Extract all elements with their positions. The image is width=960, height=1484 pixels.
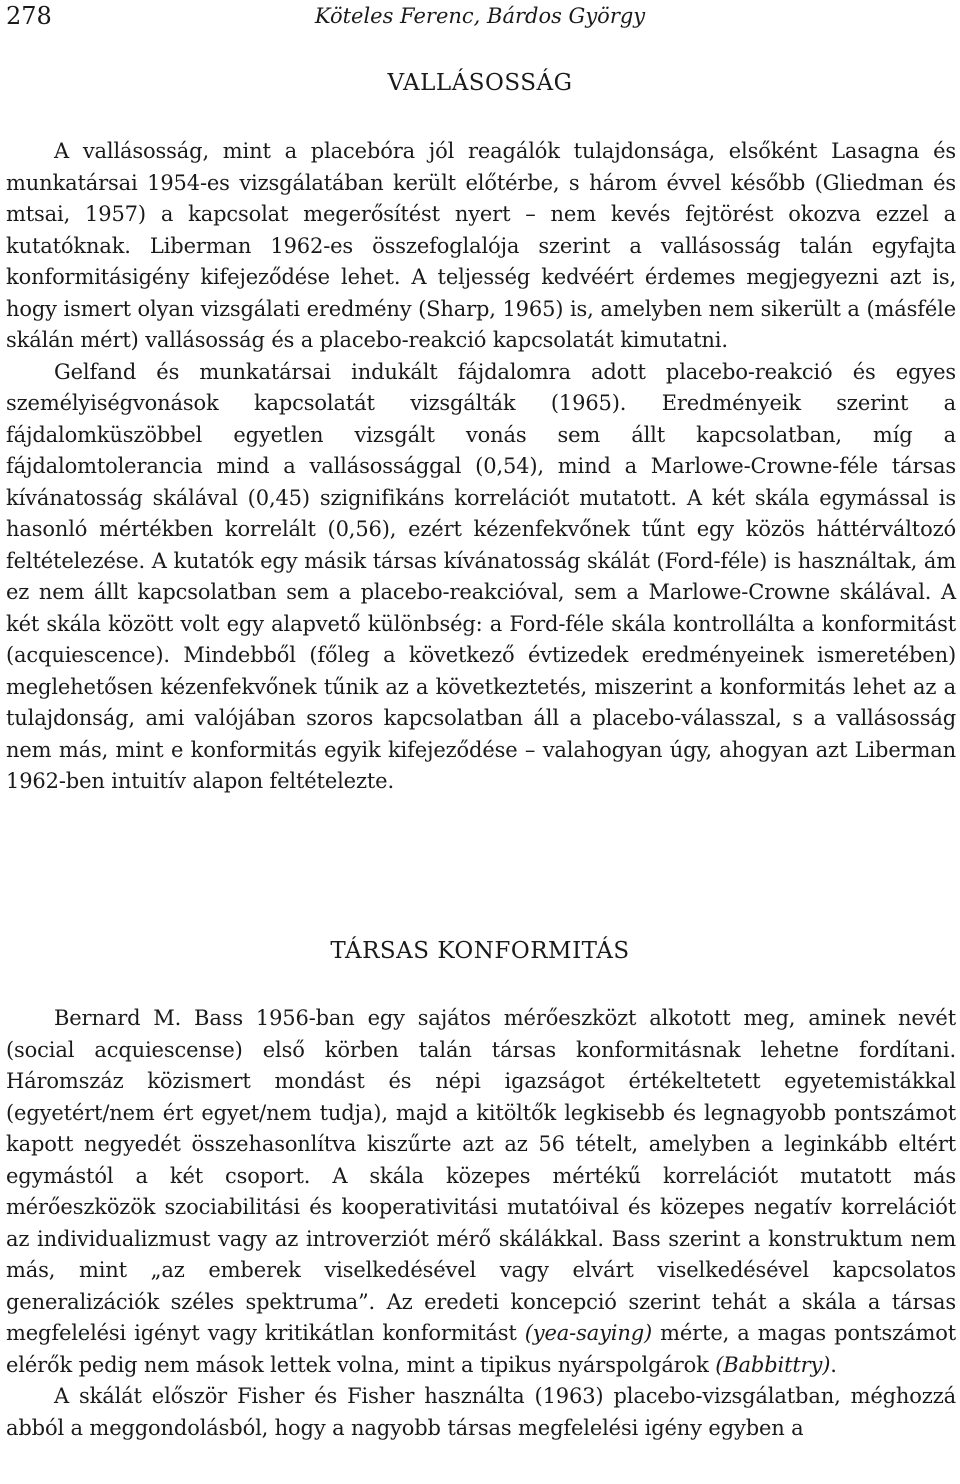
italic-term: (Babbittry) — [715, 1352, 831, 1377]
paragraph: Gelfand és munkatársai indukált fájdalomra adott placebo-reakció és egyes személyiségvonások kapcsolatát vizsgálták (1965). Eredményeik szerint a fájdalomküszöbbel egyetlen vizsgált vonás sem állt kapcsolatban, míg a fájdalomtolerancia mind a vallásossággal (0,54), mind a Marlowe-Crowne-féle társas kívánatosság skálával (0,45) szignifikáns korrelációt mutatott. A két skála egymással is hasonló mértékben korrelált (0,56), ezért kézenfekvőnek tűnt egy közös háttérváltozó feltételezése. A kutatók egy másik társas kívánatosság skálát (Ford-féle) is használtak, ám ez nem állt kapcsolatban sem a placebo-reakcióval, sem a Marlowe-Crowne skálával. A két skála között volt egy alapvető különbség: a Ford-féle skála kontrollálta a konformitást (acquiescence). Mindebből (főleg a következő évtizedek eredményeinek ismeretében) meglehetősen kézenfekvőnek tűnik az a következtetés, miszerint a konformitás lehet az a tulajdonság, ami valójában szoros kapcsolatban áll a placebo-válasszal, s a vallásosság nem más, mint e konformitás egyik kifejeződése – valahogyan úgy, ahogyan azt Liberman 1962-ben intuitív alapon feltételezte. — [6, 359, 956, 793]
section-heading-vallasossag: VALLÁSOSSÁG — [387, 70, 573, 96]
running-head: Köteles Ferenc, Bárdos György — [314, 4, 646, 28]
page-number: 278 — [6, 2, 52, 30]
paragraph-text: Bernard M. Bass 1956-ban egy sajátos mérőeszközt alkotott meg, aminek nevét (social acquiescense) első körben talán társas konformitásnak lehetne fordítani. Háromszáz közismert mondást és népi igazságot értékeltetett egyetemistákkal (egyetért/nem ért egyet/nem tudja), majd a kitöltők legkisebb és legnagyobb pontszámot kapott negyedét összehasonlítva kiszűrte azt az 56 tételt, amelyben a leginkább eltért egymástól a két csoport. A skála közepes mértékű korrelációt mutatott más mérőeszközök szociabilitási és kooperativitási mutatóival és közepes negatív korrelációt az individualizmust vagy az introverziót mérő skálákkal. Bass szerint a konstruktum nem más, mint „az emberek viselkedésével vagy elvárt viselkedésével kapcsolatos generalizációk széles spektruma”. Az eredeti koncepció szerint tehát a skála a társas megfelelési igényt vagy kritikátlan konformitást — [6, 1006, 956, 1345]
paragraph — [6, 1003, 956, 1381]
section-body-vallasossag — [6, 136, 956, 798]
paragraph: A skálát először Fisher és Fisher használta (1963) placebo-vizsgálatban, méghozzá abból a meggondolásból, hogy a nagyobb társas megfelelési igény egyben a — [6, 1384, 956, 1440]
section-body-tarsas-konformitas — [6, 1003, 956, 1444]
paragraph: A vallásosság, mint a placebóra jól reagálók tulajdonsága, elsőként Lasagna és munkatársai 1954-es vizsgálatában került előtérbe, s három évvel később (Gliedman és mtsai, 1957) a kapcsolat megerősítést nyert – nem kevés fejtörést okozva ezzel a kutatóknak. Liberman 1962-es összefoglalója szerint a vallásosság talán egyfajta konformitásigény kifejeződése lehet. A teljesség kedvéért érdemes megjegyezni azt is, hogy ismert olyan vizsgálati eredmény (Sharp, 1965) is, amelyben nem sikerült a (másféle skálán mért) vallásosság és a placebo-reakció kapcsolatát kimutatni. — [6, 139, 956, 352]
section-heading-tarsas-konformitas: TÁRSAS KONFORMITÁS — [330, 938, 630, 964]
paragraph-text: . — [830, 1352, 837, 1377]
italic-term: (yea-saying) — [524, 1321, 653, 1345]
page-header — [0, 0, 960, 34]
paragraph-text: mérte, a magas pontszámot elérők pedig nem mások lettek volna, mint a tipikus nyárspolgárok — [6, 1321, 956, 1377]
